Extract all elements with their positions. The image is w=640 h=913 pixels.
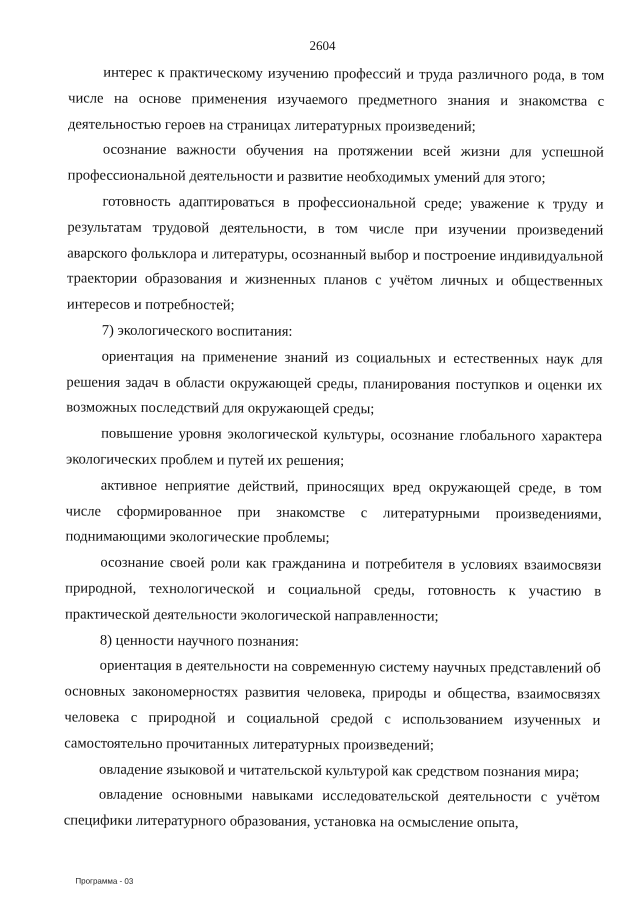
paragraph: овладение языковой и читательской культурой как средством познания мира; — [99, 761, 580, 781]
paragraph: повышение уровня экологической культуры, осознание глобального характера экологических проблем и путей их решения; — [65, 425, 603, 470]
paragraph: активное неприятие действий, приносящих вред окружающей среде, в том числе сформированное при знакомстве с литературными произведениями, поднимающими экологические проблемы; — [65, 477, 602, 547]
paragraph: готовность адаптироваться в профессиональной среде; уважение к труду и результатам трудовой деятельности, в том числе при изучении произведений аварского фольклора и литературы, осознанный выбор и построение индивидуальной траектории образования и жизненных планов с учётом личных и общественных интересов и потребностей; — [66, 193, 604, 314]
page-number: 2604 — [309, 37, 336, 54]
paragraph: ориентация на применение знаний из социальных и естественных наук для решения задач в области окружающей среды, планирования поступков и оценки их возможных последствий для окружающей среды; — [66, 348, 603, 418]
paragraph: ориентация в деятельности на современную систему научных представлений об основных закономерностях развития человека, природы и общества, взаимосвязях человека с природной и социальной средой с использованием изученных и самостоятельно прочитанных литературных произведений; — [64, 657, 601, 754]
paragraph: интерес к практическому изучению профессий и труда различного рода, в том числе на основе применения изучаемого предметного знания и знакомства с деятельностью героев на страницах литературных произведений; — [67, 64, 605, 135]
paragraph: овладение основными навыками исследовательской деятельности с учётом специфики литературного образования, установка на осмысление опыта, — [63, 786, 600, 832]
paragraph: осознание своей роли как гражданина и потребителя в условиях взаимосвязи природной, технологической и социальной среды, готовность к участию в практической деятельности экологической направленности; — [64, 554, 602, 625]
footer-label: Программа - 03 — [75, 876, 134, 886]
section-heading: 8) ценности научного познания: — [99, 632, 300, 650]
body-text — [64, 60, 605, 837]
paragraph: осознание важности обучения на протяжении всей жизни для успешной профессиональной деятельности и развитие необходимых умений для этого; — [67, 142, 604, 187]
section-heading: 7) экологического воспитания: — [101, 322, 293, 340]
